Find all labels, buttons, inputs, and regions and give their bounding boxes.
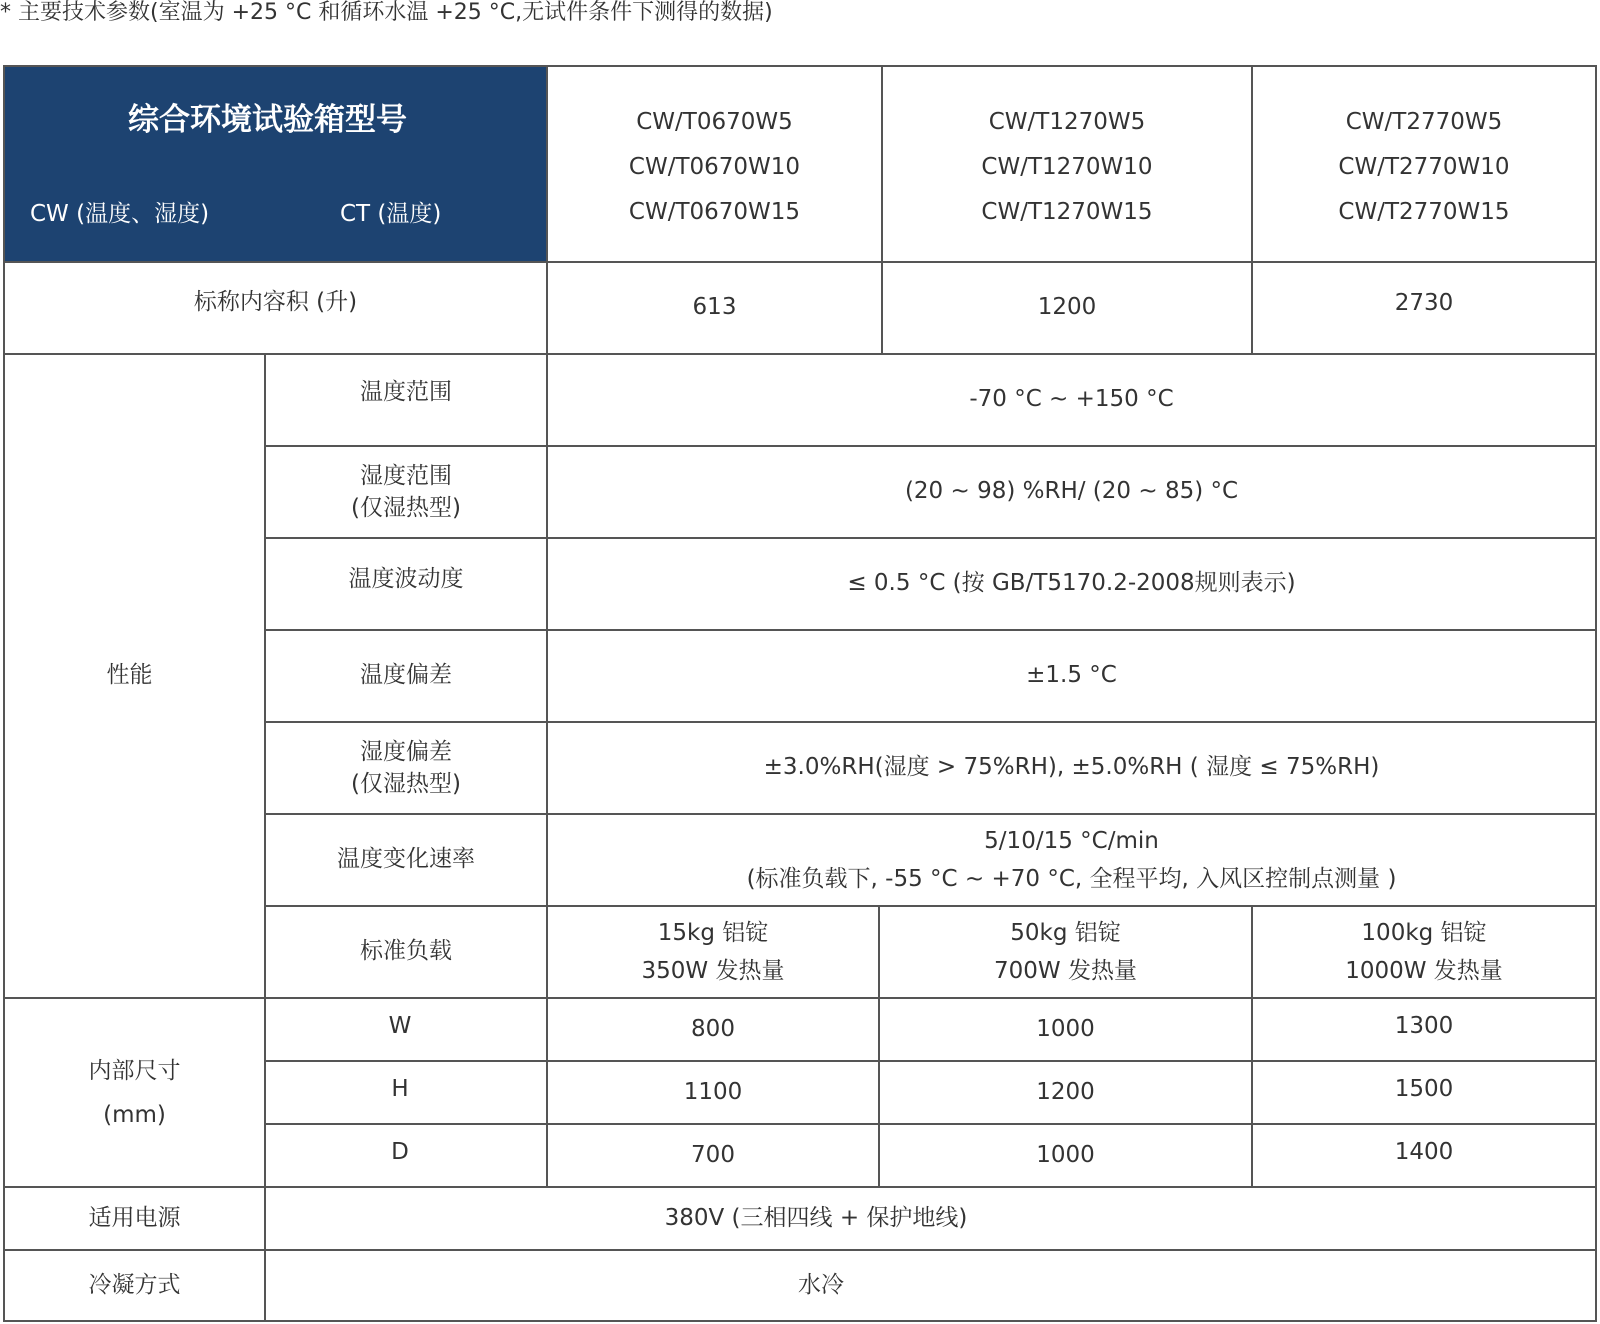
temp-rate-value — [548, 815, 1595, 905]
dimensions-group-label — [5, 999, 264, 1186]
temp-fluctuation-value — [548, 539, 1595, 629]
dimension-value — [880, 1062, 1251, 1123]
temp-range-label-text: 温度范围 — [360, 379, 452, 406]
power-label — [5, 1188, 264, 1249]
temp-deviation-label-text: 温度偏差 — [360, 662, 452, 689]
condensation-label-text: 冷凝方式 — [88, 1271, 181, 1298]
dimension-label-text: H — [391, 1075, 409, 1102]
volume-value-text: 1200 — [1037, 294, 1097, 321]
temp-rate-value-note: (标准负载下, -55 °C ~ +70 °C, 全程平均, 入风区控制点测量 ) — [746, 866, 1397, 892]
dimension-value-text: 700 — [691, 1141, 735, 1168]
std-load-weight: 100kg 铝锭 — [1361, 920, 1487, 946]
model-cell — [883, 97, 1251, 237]
condensation-value-text: 水冷 — [798, 1271, 844, 1298]
dimension-value — [1253, 999, 1595, 1060]
dimension-value-text: 1000 — [1036, 1141, 1095, 1168]
model-cell — [1253, 97, 1595, 237]
humidity-range-value — [548, 447, 1595, 537]
dimension-label-text: D — [391, 1138, 409, 1165]
volume-value — [548, 263, 881, 353]
humidity-deviation-label-text: 湿度偏差 — [360, 739, 452, 765]
model-name: CW/T1270W10 — [981, 153, 1153, 180]
humidity-deviation-value — [548, 723, 1595, 813]
table-border-right — [1595, 65, 1597, 1322]
model-name: CW/T0670W5 — [636, 108, 793, 135]
dimension-value-text: 1100 — [683, 1078, 743, 1105]
power-value — [266, 1188, 1366, 1249]
dimension-value — [548, 1062, 878, 1123]
model-name: CW/T0670W15 — [628, 198, 801, 225]
std-load-weight: 50kg 铝锭 — [1010, 920, 1121, 946]
temp-rate-label-text: 温度变化速率 — [337, 846, 475, 873]
humidity-deviation-label — [266, 723, 546, 813]
humidity-deviation-value-text: ±3.0%RH(湿度 > 75%RH), ±5.0%RH ( 湿度 ≤ 75%RH) — [763, 754, 1380, 781]
temp-range-label — [266, 355, 546, 445]
dimension-value-text: 800 — [691, 1015, 735, 1042]
dimension-value-text: 1200 — [1036, 1078, 1095, 1105]
temp-rate-label — [266, 815, 546, 905]
performance-group-label — [5, 355, 254, 997]
std-load-heat: 1000W 发热量 — [1345, 958, 1503, 984]
model-header-title: 综合环境试验箱型号 — [128, 102, 407, 138]
volume-value-text: 613 — [692, 294, 737, 321]
temp-range-value — [548, 355, 1595, 445]
dimension-value-text: 1400 — [1394, 1138, 1454, 1165]
dimension-value — [1253, 1125, 1595, 1186]
dimension-value — [880, 1125, 1251, 1186]
dimension-value — [548, 1125, 878, 1186]
temp-deviation-value — [548, 631, 1595, 721]
model-cell — [548, 97, 881, 237]
dimension-label-text: W — [388, 1012, 412, 1039]
std-load-value — [548, 907, 878, 997]
humidity-range-value-text: (20 ~ 98) %RH/ (20 ~ 85) °C — [904, 478, 1239, 505]
std-load-heat: 700W 发热量 — [994, 958, 1137, 984]
dimension-value — [880, 999, 1251, 1060]
temp-deviation-value-text: ±1.5 °C — [1026, 662, 1117, 689]
power-value-text: 380V (三相四线 + 保护地线) — [664, 1204, 968, 1231]
std-load-label — [266, 907, 546, 997]
std-load-weight: 15kg 铝锭 — [657, 920, 769, 946]
dimension-value-text: 1500 — [1394, 1075, 1454, 1102]
volume-value — [1253, 263, 1595, 353]
temp-fluctuation-value-text: ≤ 0.5 °C (按 GB/T5170.2-2008规则表示) — [847, 570, 1296, 597]
model-name: CW/T1270W15 — [981, 198, 1153, 225]
dimension-value — [1253, 1062, 1595, 1123]
humidity-deviation-label-note: (仅湿热型) — [351, 771, 461, 797]
table-border-bottom — [3, 1320, 1597, 1322]
dimensions-group-unit: (mm) — [103, 1101, 166, 1128]
table-border-top — [3, 65, 1597, 67]
humidity-range-label-note: (仅湿热型) — [351, 495, 461, 521]
std-load-value — [1253, 907, 1595, 997]
performance-group-text: 性能 — [106, 662, 153, 689]
temp-fluctuation-label — [266, 539, 546, 629]
temp-deviation-label — [266, 631, 546, 721]
std-load-value — [880, 907, 1251, 997]
temp-rate-value-text: 5/10/15 °C/min — [984, 828, 1159, 854]
temp-fluctuation-label-text: 温度波动度 — [348, 566, 464, 593]
dimension-label — [266, 1062, 534, 1123]
volume-value — [883, 263, 1251, 353]
model-name: CW/T2770W10 — [1338, 153, 1510, 180]
dimensions-group-text: 内部尺寸 — [88, 1057, 181, 1084]
footnote-note: * 主要技术参数(室温为 +25 °C 和循环水温 +25 °C,无试件条件下测得的数据) — [0, 0, 773, 25]
model-name: CW/T2770W5 — [1345, 108, 1503, 135]
dimension-label — [266, 999, 534, 1060]
condensation-label — [5, 1251, 264, 1320]
dimension-value-text: 1300 — [1394, 1012, 1454, 1039]
header-sub-ct: CT (温度) — [340, 201, 442, 227]
volume-label-text: 标称内容积 (升) — [193, 289, 358, 316]
model-name: CW/T1270W5 — [988, 108, 1146, 135]
std-load-heat: 350W 发热量 — [641, 958, 785, 984]
model-name: CW/T0670W10 — [628, 153, 801, 180]
model-name: CW/T2770W15 — [1338, 198, 1510, 225]
dimension-value — [548, 999, 878, 1060]
power-label-text: 适用电源 — [88, 1204, 181, 1231]
condensation-value — [266, 1251, 1376, 1320]
dimension-value-text: 1000 — [1036, 1015, 1095, 1042]
volume-value-text: 2730 — [1394, 290, 1454, 317]
dimension-label — [266, 1125, 534, 1186]
temp-range-value-text: -70 °C ~ +150 °C — [969, 386, 1174, 413]
header-sub-cw: CW (温度、湿度) — [30, 201, 210, 227]
humidity-range-label-text: 湿度范围 — [360, 463, 452, 489]
humidity-range-label — [266, 447, 546, 537]
volume-label — [5, 263, 546, 353]
std-load-label-text: 标准负载 — [360, 938, 452, 965]
